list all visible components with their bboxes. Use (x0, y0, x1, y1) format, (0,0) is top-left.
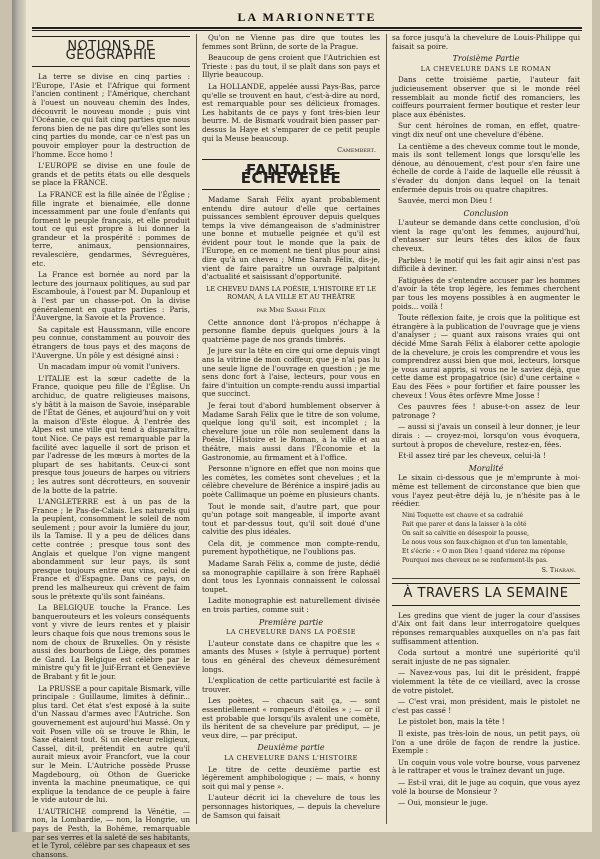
paragraph: L'ITALIE est la sœur cadette de la France, quoique peu fille de l'Église. Un archiduc, de quatre religieuses maisons, s'y bâtit à la maison de Savoie, inséparable de l'État de Génes, et aujourd'hui on y voit la maison d'Este élogue. À l'entrée des Alpes est une ville qui tend à disparaître, tout Nice. Ce pays est remarquable par la facilité avec laquelle il sort de prison et par l'adresse de les mœurs à mortes de la plupart de ses habitants. Ceux-ci sont presque tous joueurs de harpes ou vitriers ; les autres sont décrotteurs, en souvenir de la botte de la patrie. (32, 373, 190, 495)
paragraph: — C'est vrai, mon président, mais le pistolet ne c'est pas cassé ! (392, 697, 580, 715)
section-body (392, 219, 580, 460)
paragraph: L'ANGLETERRE est à un pas de la France ; le Pas-de-Calais. Les naturels qui la peuplent, consomment le soleil de nom seulement ; pour avoir la lumière du jour, ils la Tamise. Il y a peu de délices dans cette contrée ; presque tous sont des Anglais et quelque l'on vigne mangent abondamment sur leur pays, ils sont presque toujours entre eux vins, celui de France et d'Espagne. Dans ce pays, on prend les malheureux qui crèvent de faim sous le prétexte qu'ils sont fainéans. (32, 497, 190, 601)
paragraph: Ladite monographie est naturellement divisée en trois parties, comme suit : (202, 596, 380, 615)
article-title-box (32, 36, 190, 67)
paragraph: L'AUTRICHE comprend la Vénétie, — non, la Lombardie, — non, la Hongrie, un pays de Pesth, la Bohême, remarquable par ses verres et la saleté de ses habitants, et le Tyrol, célèbre par ses chapeaux et ses chansons. (32, 806, 190, 859)
paragraph: — Est-il vrai, dit le juge au coquin, que vous ayez volé la bourse de Monsieur ? (392, 777, 580, 796)
section-body (202, 640, 380, 741)
section-subtitle: LA CHEVELURE DANS LA POÉSIE (226, 628, 356, 637)
poem (392, 512, 580, 564)
paragraph: Sa capitale est Haussmann, ville encore peu connue, constamment au pouvoir des étrangers de tous pays et des maçons de l'Auvergne. Un pôle y est désigné ainsi : (32, 324, 190, 360)
paragraph: L'auteur décrit ici la chevelure de tous les personnages historiques, — depuis la chevelure de Samson qui faisait (202, 793, 380, 820)
section-body (392, 474, 580, 508)
column-middle (202, 34, 380, 828)
paragraph: Les poètes, — chacun sait ça, — sont essentiellement « rompeurs d'étoiles » ; — or il est probable que lorsqu'ils avalent une comète, ils héritent de sa chevelure par prédiput, — je veux dire, — par préciput. (202, 696, 380, 740)
article-title-geographie: NOTIONS DE GÉOGRAPHIE (65, 39, 157, 63)
book-author: par Mme Sarah Félix (256, 306, 326, 315)
paragraph: Coda surtout a montré une supériorité qu'il serait injuste de ne pas signaler. (392, 648, 580, 666)
paragraph: Cette annonce dont l'à-propos n'échappe à personne flambe depuis quelques jours à la quatrième page de nos grands timbrés. (202, 317, 380, 344)
paragraph: Il existe, pas très-loin de nous, un petit pays, où l'on a une drôle de façon de rendre la justice. Exemple : (392, 729, 580, 756)
paragraph: — aussi si j'avais un conseil à leur donner, je leur dirais : — croyez-moi, lorsqu'on vous évoquera, surtout à propos de chevelure, restez-en, fées. (392, 422, 580, 449)
verse-line: Nini Toquette est chauve et sa cadrahié (402, 511, 523, 519)
paragraph: Fatiguées de s'entendre accuser par les hommes d'avoir la tête trop légère, les femmes cherchent par tous les moyens possibles à en augmenter le poids... voilà ! (392, 275, 580, 311)
paragraph: La BELGIQUE touche la France. Les banquerouteurs et les voleurs conséquents vont y vivre de leurs rentes et y plaisir leurs chaque fois que nous tremons sous le nom de choux de Bruxelles. On y résiste aussi des bourbons de Liège, des pommes de Gand. La Belgique est célèbre par le ministre qu'y fit le Juif-Errant et Geneviève de Brabant y fit le jour. (32, 603, 190, 681)
paragraph: Sur cent héroïnes de roman, en effet, quatre-vingt dix neuf ont une chevelure d'ébène. (392, 121, 580, 139)
verse-line: Le nous vous son faux-chignon et d'un ton lamentable, (402, 538, 568, 546)
book-title: LE CHEVEU DANS LA POÉSIE, L'HISTOIRE ET LE ROMAN, À LA VILLE ET AU THÉÂTRE (206, 284, 376, 302)
column-divider (386, 34, 387, 824)
paragraph: Et-il assez tiré par les cheveux, celui-là ! (398, 451, 546, 461)
article-title-box (202, 159, 380, 190)
section-title: Moralité (468, 463, 504, 473)
paragraph: La France est bornée au nord par la lecture des journaux politiques, au sud par Escamboule, à l'ouest par M. Dupanloup et à l'est par un chasse-pot. On la divise généralement en quatre parties : Paris, l'Auvergne, la Savoie et la Provence. (32, 270, 190, 323)
divider (392, 578, 580, 579)
paragraph: L'auteur se demande dans cette conclusion, d'où vient la rage qu'ont les femmes, aujourd'hui, d'entasser sur leurs têtes des kilos de faux cheveux. (392, 218, 580, 254)
column-right (392, 34, 580, 828)
paragraph: Cela dit, je commence mon compte-rendu, purement hypothétique, ne l'oublions pas. (202, 538, 380, 557)
article-title-semaine: À TRAVERS LA SEMAINE (403, 586, 569, 602)
paragraph: La terre se divise en cinq parties : l'Europe, l'Asie et l'Afrique qui forment l'ancien continent ; l'Amérique, cherchant à l'ouest un nouveau chemin des Indes, découvrit le nouveau monde ; puis vint l'Océanie, ce qui fait cinq parties que nous ferons bien de ne pas dire qu'elles sont les cinq parties du monde, car ce n'est pas un pouvoir employer pour la destruction de l'homme. Ecce homo ! (32, 72, 190, 159)
verse-line: Et s'écrie : « O mon Dieu ! quand viderez ma réponse (402, 547, 565, 555)
article-body-fantaisie-2 (202, 319, 380, 615)
paragraph: La HOLLANDE, appelée aussi Pays-Bas, parce qu'elle se trouvent en haut, c'est-à-dire au nord, est remarquable pour ses délicieux fromages. Les habitants de ce pays y font très-bien leur beurre. M. de Bismark voudrait bien passer par-dessus la Haye et s'emparer de ce petit peuple qui la Meuse beaucoup. (202, 81, 380, 143)
section-title: Première partie (258, 617, 324, 627)
article-body-geographie-cont (202, 34, 380, 143)
paragraph: Un macadam impur où vomit l'univers. (38, 362, 180, 372)
paragraph: Tout le monde sait, d'autre part, que pour qu'un potage soit mangeable, il importe avant tout et par-dessus tout, qu'il soit doué d'une calvitie des plus idéales. (202, 501, 380, 537)
paragraph: — Oui, monsieur le juge. (398, 798, 489, 808)
paragraph: La FRANCE est la fille aînée de l'Église ; fille ingrate et bienaimée, elle donne incessamment par une foule d'enfants qui forment le peuple français, et elle produit tout ce qui est propre à lui donner la grandeur et la prospérité : pommes de terre, animaux, pensionnaires, revalescière, gendarmes, Sévreguères, etc. (32, 189, 190, 268)
masthead-title: LA MARIONNETTE (237, 10, 377, 24)
paragraph: Personne n'ignore en effet que non moins que les comètes, les comètes sont chevelues ; et la célèbre chevelure de Bérénice a inspiré jadis au poète Callimaque un poème en plusieurs chants. (202, 464, 380, 499)
paragraph: Un coquin vous vole votre bourse, vous parvenez à le rattraper et vous le traînez devant un juge. (392, 757, 580, 776)
article-body-semaine (392, 612, 580, 808)
paragraph: sa force jusqu'à la chevelure de Louis-Philippe qui faisait sa poire. (392, 33, 580, 51)
paragraph: Je jure sur la tête en cire qui orne depuis vingt ans la vitrine de mon coiffeur, que je n'ai pas lu une seule ligne de l'ouvrage en question ; je me sens donc fort à l'aise, lecteurs, pour vous en faire d'intuition un compte-rendu aussi impartial que succinct. (202, 346, 380, 399)
column-left (32, 34, 190, 859)
paragraph: Madame Sarah Félix ayant probablement entendu dire autour d'elle que certaines puissances semblent éprouver depuis quelques temps la vive démangeaison de s'administrer une bonne et mutuelle peignée et qu'il est évident pour tout le monde que la paix de l'Europe, en ce moment ne tient plus pour ainsi dire qu'à un cheveu ; Mme Sarah Félix, dis-je, vient de faire paraître un ouvrage palpitant d'actualité et saisissant d'opportunité. (202, 194, 380, 282)
verse-line: Pourquoi mes cheveux ne se renferment-ils pas. (402, 556, 548, 564)
paragraph: Dans cette troisième partie, l'auteur fait judicieusement observer que si le monde réel ressemblait au monde fictif des romanciers, les coiffeurs pourraient fermer boutique et rester leur place aux ébénistes. (392, 75, 580, 119)
signature: S. Tharan. (541, 565, 576, 574)
paragraph: Le pistolet bon, mais la tête ! (398, 717, 505, 727)
article-title-box (392, 583, 580, 606)
paragraph: La PRUSSE a pour capitale Bismark, ville principale : Guillaume, limites à définir... plus tard. Cet état s'est exposé à la suite d'un Nassau d'armes avec l'Autriche. Son gouvernement est aujourd'hui Massé. On y voit Posen ville où se trouve le Rhin, le Saxe étaient tout. Si un électeur religieux, Cassel, dit-il, prétendit en autre qu'il aurait mieux avoir Francfort, vue la cour sur le Mein. L'Autriche possède Prusse Magdebourg, où Othon de Guericke inventa la machine pneumatique, ce qui explique la tendance de ce peuple à faire le vide autour de lui. (32, 683, 190, 805)
paragraph: Madame Sarah Félix a, comme de juste, dédié sa monographie capillaire à son frère Raphaël dont tous les Lyonnais connaissent le colossal toupet. (202, 559, 380, 594)
paragraph: Sauvée, merci mon Dieu ! (398, 196, 493, 206)
paragraph: Beaucoup de gens croient que l'Autrichien est Trieste : pas du tout, il se plaît dans son pays et Illyrie beaucoup. (202, 53, 380, 80)
newspaper-page (12, 0, 592, 859)
masthead-rule-thin (32, 30, 582, 31)
paragraph: Les gredins que vient de juger la cour d'assises d'Aix ont fait dans leur interrogatoire quelques réponses remarquables auxquelles on n'a pas fait suffisamment attention. (392, 610, 580, 646)
section-title: Conclusion (463, 208, 509, 218)
section-subtitle: LA CHEVELURE DANS L'HISTOIRE (224, 753, 358, 762)
paragraph: Le titre de cette deuxième partie est légèrement amphibologique ; — mais, « honny soit qui mal y pense ». (202, 764, 380, 791)
masthead-rule (32, 27, 582, 29)
paragraph: Le sixain ci-dessous que je m'emprunte à moi-même est tellement de circonstance que bien que vous l'ayez peut-être déjà lu, je n'hésite pas à le réédier. (392, 473, 580, 509)
article-body-fantaisie-cont (392, 34, 580, 51)
paragraph: L'EUROPE se divise en une foule de grands et de petits états ou elle desquels se place la FRANCE. (32, 161, 190, 188)
signature: Camembert. (337, 146, 376, 155)
paragraph: Qu'on ne Vienne pas dire que toutes les femmes sont Brünn, de sorte de la Prague. (202, 33, 380, 51)
paragraph: — Navez-vous pas, lui dit le président, frappé violemment la tête de ce vieillard, avec la crosse de votre pistolet. (392, 668, 580, 695)
verse-line: On sait sa calvitie en désespoir la pousse, (402, 529, 530, 537)
section-body (202, 766, 380, 821)
article-body-geographie (32, 73, 190, 859)
section-body (392, 76, 580, 205)
paragraph: Je ferai tout d'abord humblement observer à Madame Sarah Félix que le titre de son volume, quelque long qu'il soit, est incomplet ; la chevelure joue un rôle non seulement dans la Poésie, l'Histoire et le Roman, à la ville et au théâtre, mais aussi dans l'Économie et la Gastronomie, au firmament et à l'office. (202, 400, 380, 462)
paragraph: La centième a des cheveux comme tout le monde, mais ils sont tellement longs que lorsqu'elle les dénoue, au dénouement, c'est pour s'en faire une échelle de corde à l'aide de laquelle elle réussit à s'évader du donjon dans lequel on la tenait enfermée depuis trois ou quatre chapitres. (392, 141, 580, 194)
section-title: Deuxième partie (257, 743, 325, 753)
paragraph: Ces pauvres fées ! abuse-t-on assez de leur patronage ? (392, 402, 580, 420)
verse-line: Fait que parer et dans la laisser à la côté (402, 520, 527, 528)
section-title: Troisième Partie (452, 54, 520, 64)
paragraph: L'auteur constate dans ce chapitre que les « amants des Muses » (style à perruque) portent tous en général des cheveux démesurément longs. (202, 638, 380, 674)
paragraph: Parbleu ! le motif qui les fait agir ainsi n'est pas difficile à deviner. (392, 255, 580, 274)
article-title-fantaisie: FANTAISIE ÉCHEVELÉE (240, 160, 342, 188)
section-subtitle: LA CHEVELURE DANS LE ROMAN (420, 64, 552, 73)
column-divider (196, 34, 197, 824)
article-body-fantaisie (202, 196, 380, 282)
paragraph: L'explication de cette particularité est facile à trouver. (202, 676, 380, 694)
paragraph: Toute réflexion faite, je crois que la politique est étrangère à la publication de l'ouvrage que je viens d'analyser ; — quant aux raisons vraies qui ont décidé Mme Sarah Félix à élaborer cette apologie de la chevelure, je crois les comprendre et vous les comprendrez aussi bien que moi, lecteurs, lorsque je vous aurai appris, si vous ne le saviez déjà, que cette dame est propagatrice (sic) d'une certaine « Eau des Fées » pour fortifier et faire pousser les cheveux ! Vous êtes orfèvre Mme Josse ! (392, 313, 580, 400)
